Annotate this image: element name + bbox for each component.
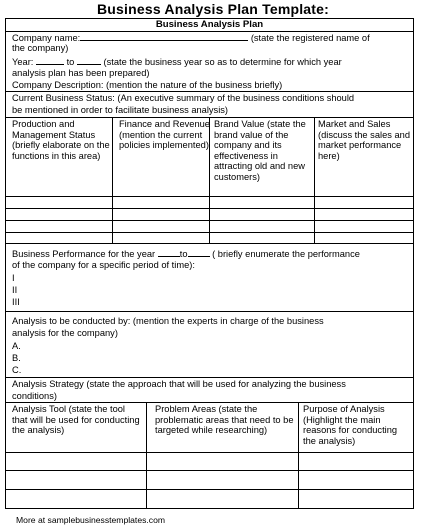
column-divider: [298, 402, 299, 509]
column-divider: [146, 402, 147, 509]
table-row-line: [6, 470, 413, 471]
company-description: Company Description: (mention the nature of the business briefly): [12, 80, 283, 90]
table-row-line: [6, 208, 413, 209]
year-to-label: to: [66, 57, 75, 67]
column-divider: [112, 117, 113, 243]
divider: [6, 402, 413, 403]
analysis-line2: analysis for the company): [12, 328, 118, 338]
company-name-label: Company name:: [12, 33, 81, 43]
analysis-line1: Analysis to be conducted by: (mention the experts in charge of the business: [12, 316, 324, 326]
performance-item: III: [12, 297, 20, 307]
divider: [6, 243, 413, 244]
performance-hint: ( briefly enumerate the performance: [212, 249, 360, 259]
company-name-blank[interactable]: [80, 32, 248, 41]
status-col-production: Production and Management Status (briefly elaborate on the functions in this area): [12, 119, 110, 161]
performance-year-end-blank[interactable]: [188, 248, 210, 257]
strategy-col-tool: Analysis Tool (state the tool that will be used for conducting the analysis): [12, 404, 140, 436]
year-end-blank[interactable]: [77, 56, 101, 65]
current-status-line1: Current Business Status: (An executive summary of the business conditions should: [12, 93, 355, 103]
year-row: [12, 56, 342, 68]
analysis-item: B.: [12, 353, 21, 363]
performance-item: I: [12, 273, 15, 283]
year-label: Year:: [12, 57, 34, 67]
performance-to: to: [179, 249, 188, 259]
column-divider: [314, 117, 315, 243]
performance-label: Business Performance for the year: [12, 249, 156, 259]
current-status-line2: be mentioned in order to facilitate business analysis): [12, 105, 229, 115]
year-hint: (state the business year so as to determine for which year: [103, 57, 342, 67]
strategy-line1: Analysis Strategy (state the approach that will be used for analyzing the business: [12, 379, 346, 389]
column-divider: [209, 117, 210, 243]
table-row-line: [6, 489, 413, 490]
footer-source: More at samplebusinesstemplates.com: [16, 515, 166, 525]
company-name-row: [12, 32, 370, 44]
plan-header: Business Analysis Plan: [155, 19, 264, 30]
performance-row: [12, 248, 360, 260]
divider: [6, 91, 413, 92]
status-col-finance: Finance and Revenue (mention the current policies implemented): [119, 119, 210, 151]
performance-year-start-blank[interactable]: [158, 248, 180, 257]
strategy-col-problem: Problem Areas (state the problematic areas that need to be targeted while researching): [155, 404, 294, 436]
status-col-brand: Brand Value (state the brand value of the company and its effectiveness in attracting old and new customers): [214, 119, 306, 182]
divider: [6, 377, 413, 378]
strategy-line2: conditions): [12, 391, 57, 401]
analysis-item: A.: [12, 341, 21, 351]
table-row-line: [6, 232, 413, 233]
table-row-line: [6, 196, 413, 197]
year-start-blank[interactable]: [36, 56, 64, 65]
document-title: Business Analysis Plan Template:: [96, 1, 330, 17]
company-name-hint-cont: the company): [12, 43, 69, 53]
status-col-market: Market and Sales (discuss the sales and market performance here): [318, 119, 410, 161]
performance-line2: of the company for a specific period of time):: [12, 260, 195, 270]
analysis-item: C.: [12, 365, 22, 375]
analysis-plan-form: [5, 18, 414, 509]
strategy-col-purpose: Purpose of Analysis (Highlight the main reasons for conducting the analysis): [303, 404, 398, 446]
divider: [6, 311, 413, 312]
year-hint-cont: analysis plan has been prepared): [12, 68, 150, 78]
performance-item: II: [12, 285, 18, 295]
table-row-line: [6, 452, 413, 453]
company-name-hint: (state the registered name of: [250, 33, 370, 43]
table-row-line: [6, 220, 413, 221]
